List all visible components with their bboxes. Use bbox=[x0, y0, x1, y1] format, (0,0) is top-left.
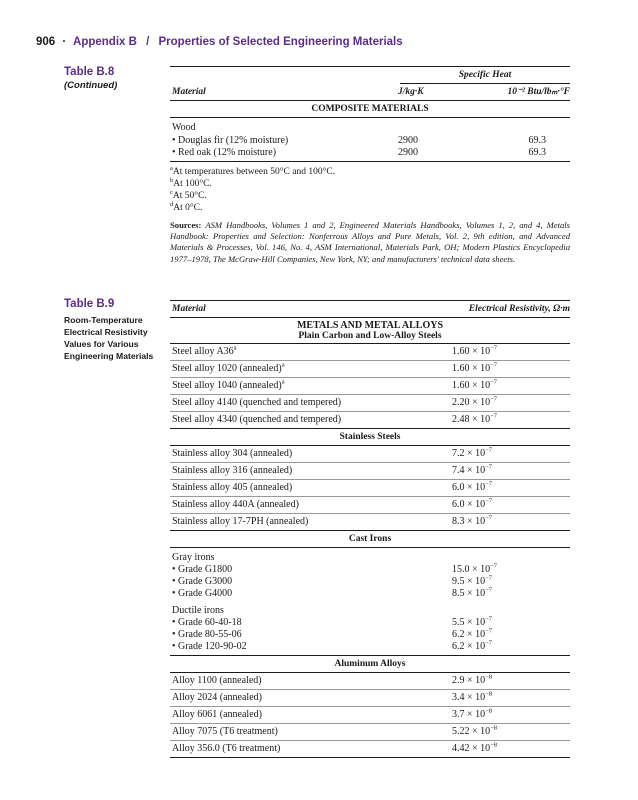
table-row bbox=[170, 135, 570, 147]
material-name bbox=[172, 741, 280, 757]
section-composite-materials: COMPOSITE MATERIALS bbox=[311, 104, 429, 114]
table-row bbox=[170, 690, 570, 706]
value-mantissa: 6.0 × 10 bbox=[452, 499, 486, 510]
table-row bbox=[170, 564, 570, 576]
resistivity-value bbox=[452, 741, 497, 757]
resistivity-value bbox=[452, 378, 497, 394]
value-mantissa: 7.4 × 10 bbox=[452, 465, 486, 476]
material-name bbox=[172, 641, 247, 653]
table-b8-sources bbox=[170, 220, 570, 265]
sources-text: ASM Handbooks, Volumes 1 and 2, Engineered Materials Handbooks, Volumes 1, 2, and 4, Metals Handbook: Properties and Selection: Nonferrous Alloys and Pure Metals, Vol. 2, 9th edition, and Advanced Materials & Processes, Vol. 146, No. 4, ASM International, Materials Park, OH; Modern Plastics Encyclopedia 1977–1978, The McGraw-Hill Companies, New York, NY; and manufacturers' technical data sheets. bbox=[170, 220, 570, 264]
table-b9 bbox=[170, 300, 570, 758]
value-mantissa: 1.60 × 10 bbox=[452, 363, 491, 374]
us-value: 69.3 bbox=[528, 147, 546, 158]
material-label: Steel alloy 1040 (annealed) bbox=[172, 380, 282, 391]
material-name bbox=[172, 361, 285, 377]
footnote-mark: d bbox=[170, 200, 174, 208]
resistivity-value bbox=[452, 690, 492, 706]
material-name bbox=[172, 690, 262, 706]
material-label: Stainless alloy 316 (annealed) bbox=[172, 465, 293, 476]
table-b8-group-header-row bbox=[170, 67, 570, 83]
value-exponent: −7 bbox=[485, 446, 493, 454]
value-exponent: −7 bbox=[490, 361, 498, 369]
value-mantissa: 3.4 × 10 bbox=[452, 692, 486, 703]
table-row bbox=[170, 673, 570, 689]
us-column-header: 10⁻² Btu/lbₘ·°F bbox=[507, 87, 570, 97]
value-mantissa: 2.48 × 10 bbox=[452, 414, 491, 425]
table-b9-column-header-row bbox=[170, 301, 570, 317]
table-b9-caption: Room-Temperature Electrical Resistivity Values for Various Engineering Materials bbox=[64, 315, 154, 361]
value-mantissa: 1.60 × 10 bbox=[452, 380, 491, 391]
resistivity-value bbox=[452, 446, 492, 462]
si-column-header: J/kg·K bbox=[398, 87, 424, 97]
value-mantissa: 2.9 × 10 bbox=[452, 675, 486, 686]
table-row bbox=[170, 378, 570, 394]
material-label: Stainless alloy 304 (annealed) bbox=[172, 448, 293, 459]
value-exponent: −8 bbox=[490, 741, 498, 749]
value-mantissa: 2.20 × 10 bbox=[452, 397, 491, 408]
value-exponent: −8 bbox=[485, 690, 493, 698]
table-b9-number: Table B.9 bbox=[64, 298, 115, 310]
value-mantissa: 5.5 × 10 bbox=[452, 617, 486, 628]
value-exponent: −7 bbox=[490, 395, 498, 403]
material-name bbox=[172, 514, 308, 530]
table-row bbox=[170, 588, 570, 600]
value-mantissa: 8.3 × 10 bbox=[452, 516, 486, 527]
table-row bbox=[170, 641, 570, 653]
footnote-mark: b bbox=[170, 176, 174, 184]
value-exponent: −7 bbox=[485, 497, 493, 505]
material-label: Stainless alloy 405 (annealed) bbox=[172, 482, 293, 493]
header-separator: · bbox=[62, 36, 67, 48]
value-exponent: −7 bbox=[490, 378, 498, 386]
resistivity-column-header: Electrical Resistivity, Ω·m bbox=[468, 304, 570, 314]
table-row bbox=[170, 344, 570, 360]
value-exponent: −7 bbox=[490, 412, 498, 420]
material-label: Stainless alloy 17-7PH (annealed) bbox=[172, 516, 309, 527]
table-row bbox=[170, 463, 570, 479]
table-row bbox=[170, 617, 570, 629]
material-column-header: Material bbox=[172, 304, 206, 314]
material-name: • Douglas fir (12% moisture) bbox=[172, 135, 289, 146]
value-exponent: −7 bbox=[485, 514, 493, 522]
resistivity-value bbox=[452, 641, 492, 653]
material-name bbox=[172, 564, 232, 576]
resistivity-value bbox=[452, 497, 492, 513]
section-metals: METALS AND METAL ALLOYS bbox=[296, 320, 444, 331]
footnote bbox=[170, 178, 570, 190]
material-label: • Grade G1800 bbox=[172, 564, 233, 575]
table-row bbox=[170, 480, 570, 496]
footnote-text: At 50°C. bbox=[172, 191, 207, 201]
footnote-mark: a bbox=[170, 164, 173, 172]
value-exponent: −7 bbox=[485, 480, 493, 488]
material-name bbox=[172, 588, 232, 600]
material-label: • Grade 80-55-06 bbox=[172, 629, 242, 640]
resistivity-value bbox=[452, 344, 497, 360]
table-b8-number: Table B.8 bbox=[64, 66, 115, 78]
table-b8 bbox=[170, 66, 570, 265]
appendix-label: Appendix B bbox=[73, 36, 137, 48]
running-header bbox=[36, 36, 403, 48]
us-value: 69.3 bbox=[528, 135, 546, 146]
value-exponent: −8 bbox=[485, 673, 493, 681]
material-name bbox=[172, 480, 292, 496]
resistivity-value bbox=[452, 673, 492, 689]
specific-heat-header: Specific Heat bbox=[458, 70, 512, 80]
material-label: Alloy 356.0 (T6 treatment) bbox=[172, 743, 281, 754]
value-mantissa: 3.7 × 10 bbox=[452, 709, 486, 720]
subsection-cast-irons: Cast Irons bbox=[348, 534, 392, 544]
table-row bbox=[170, 412, 570, 428]
value-mantissa: 6.2 × 10 bbox=[452, 641, 486, 652]
table-row bbox=[170, 395, 570, 411]
value-exponent: −7 bbox=[490, 344, 498, 352]
footnote bbox=[170, 166, 570, 178]
sources-label: Sources: bbox=[170, 220, 202, 230]
footnote-text: At 0°C. bbox=[173, 203, 203, 213]
footnote-mark: a bbox=[281, 361, 285, 369]
value-mantissa: 6.2 × 10 bbox=[452, 629, 486, 640]
footnote-mark: a bbox=[281, 378, 285, 386]
subsection-carbon-steels: Plain Carbon and Low-Alloy Steels bbox=[298, 331, 442, 341]
value-exponent: −7 bbox=[485, 586, 493, 594]
page-number: 906 bbox=[36, 36, 56, 48]
ductile-irons-label: Ductile irons bbox=[172, 605, 224, 616]
footnote-mark: a bbox=[233, 344, 237, 352]
material-label: Alloy 7075 (T6 treatment) bbox=[172, 726, 278, 737]
material-name: • Red oak (12% moisture) bbox=[172, 147, 277, 158]
table-b8-footnotes bbox=[170, 166, 570, 214]
material-label: Steel alloy 4140 (quenched and tempered) bbox=[172, 397, 342, 408]
value-exponent: −7 bbox=[485, 463, 493, 471]
value-mantissa: 6.0 × 10 bbox=[452, 482, 486, 493]
footnote-text: At temperatures between 50°C and 100°C. bbox=[172, 167, 336, 177]
material-label: • Grade G4000 bbox=[172, 588, 233, 599]
table-row bbox=[170, 497, 570, 513]
resistivity-value bbox=[452, 480, 492, 496]
value-mantissa: 5.22 × 10 bbox=[452, 726, 491, 737]
value-exponent: −7 bbox=[485, 639, 493, 647]
material-name bbox=[172, 497, 299, 513]
appendix-title: Properties of Selected Engineering Materials bbox=[158, 36, 403, 48]
material-name bbox=[172, 576, 232, 588]
resistivity-value bbox=[452, 514, 492, 530]
table-row bbox=[170, 724, 570, 740]
table-row bbox=[170, 446, 570, 462]
material-label: Alloy 1100 (annealed) bbox=[172, 675, 262, 686]
resistivity-value bbox=[452, 707, 492, 723]
resistivity-value bbox=[452, 395, 497, 411]
material-name bbox=[172, 412, 341, 428]
table-row bbox=[170, 629, 570, 641]
resistivity-value bbox=[452, 361, 497, 377]
material-name bbox=[172, 707, 262, 723]
gray-irons-label: Gray irons bbox=[172, 552, 215, 563]
subsection-aluminum: Aluminum Alloys bbox=[334, 659, 406, 669]
resistivity-value bbox=[452, 463, 492, 479]
material-label: • Grade 120-90-02 bbox=[172, 641, 247, 652]
footnote bbox=[170, 202, 570, 214]
material-name bbox=[172, 673, 262, 689]
wood-group-label: Wood bbox=[172, 122, 196, 133]
value-exponent: −8 bbox=[485, 707, 493, 715]
material-name bbox=[172, 463, 292, 479]
table-row bbox=[170, 514, 570, 530]
material-label: Alloy 2024 (annealed) bbox=[172, 692, 262, 703]
material-label: • Grade 60-40-18 bbox=[172, 617, 242, 628]
material-label: Steel alloy 4340 (quenched and tempered) bbox=[172, 414, 342, 425]
table-b9-label-block bbox=[64, 298, 160, 362]
value-mantissa: 8.5 × 10 bbox=[452, 588, 486, 599]
material-name bbox=[172, 395, 341, 411]
material-name bbox=[172, 378, 285, 394]
resistivity-value bbox=[452, 724, 497, 740]
material-name bbox=[172, 629, 242, 641]
value-mantissa: 4.42 × 10 bbox=[452, 743, 491, 754]
table-row bbox=[170, 741, 570, 757]
value-exponent: −7 bbox=[485, 574, 493, 582]
footnote-text: At 100°C. bbox=[173, 179, 212, 189]
material-label: Stainless alloy 440A (annealed) bbox=[172, 499, 299, 510]
material-label: Steel alloy 1020 (annealed) bbox=[172, 363, 282, 374]
value-mantissa: 1.60 × 10 bbox=[452, 346, 491, 357]
resistivity-value bbox=[452, 412, 497, 428]
table-row bbox=[170, 147, 570, 159]
header-slash: / bbox=[146, 36, 150, 48]
value-exponent: −7 bbox=[490, 562, 498, 570]
table-row bbox=[170, 707, 570, 723]
material-label: Alloy 6061 (annealed) bbox=[172, 709, 262, 720]
material-name bbox=[172, 617, 242, 629]
material-label: Steel alloy A36 bbox=[172, 346, 234, 357]
material-name bbox=[172, 344, 237, 360]
table-b8-column-header-row bbox=[170, 84, 570, 100]
table-row bbox=[170, 361, 570, 377]
value-mantissa: 9.5 × 10 bbox=[452, 576, 486, 587]
material-name bbox=[172, 446, 292, 462]
value-mantissa: 15.0 × 10 bbox=[452, 564, 491, 575]
table-row bbox=[170, 576, 570, 588]
footnote bbox=[170, 190, 570, 202]
value-exponent: −8 bbox=[490, 724, 498, 732]
si-value: 2900 bbox=[398, 135, 418, 146]
subsection-stainless: Stainless Steels bbox=[339, 432, 401, 442]
material-column-header: Material bbox=[172, 87, 206, 97]
table-b8-label-block bbox=[64, 66, 117, 91]
si-value: 2900 bbox=[398, 147, 418, 158]
footnote-mark: c bbox=[170, 188, 173, 196]
table-b8-subtitle: (Continued) bbox=[64, 80, 118, 91]
value-exponent: −7 bbox=[485, 627, 493, 635]
material-label: • Grade G3000 bbox=[172, 576, 233, 587]
material-name bbox=[172, 724, 278, 740]
resistivity-value bbox=[452, 588, 492, 600]
value-mantissa: 7.2 × 10 bbox=[452, 448, 486, 459]
value-exponent: −7 bbox=[485, 615, 493, 623]
